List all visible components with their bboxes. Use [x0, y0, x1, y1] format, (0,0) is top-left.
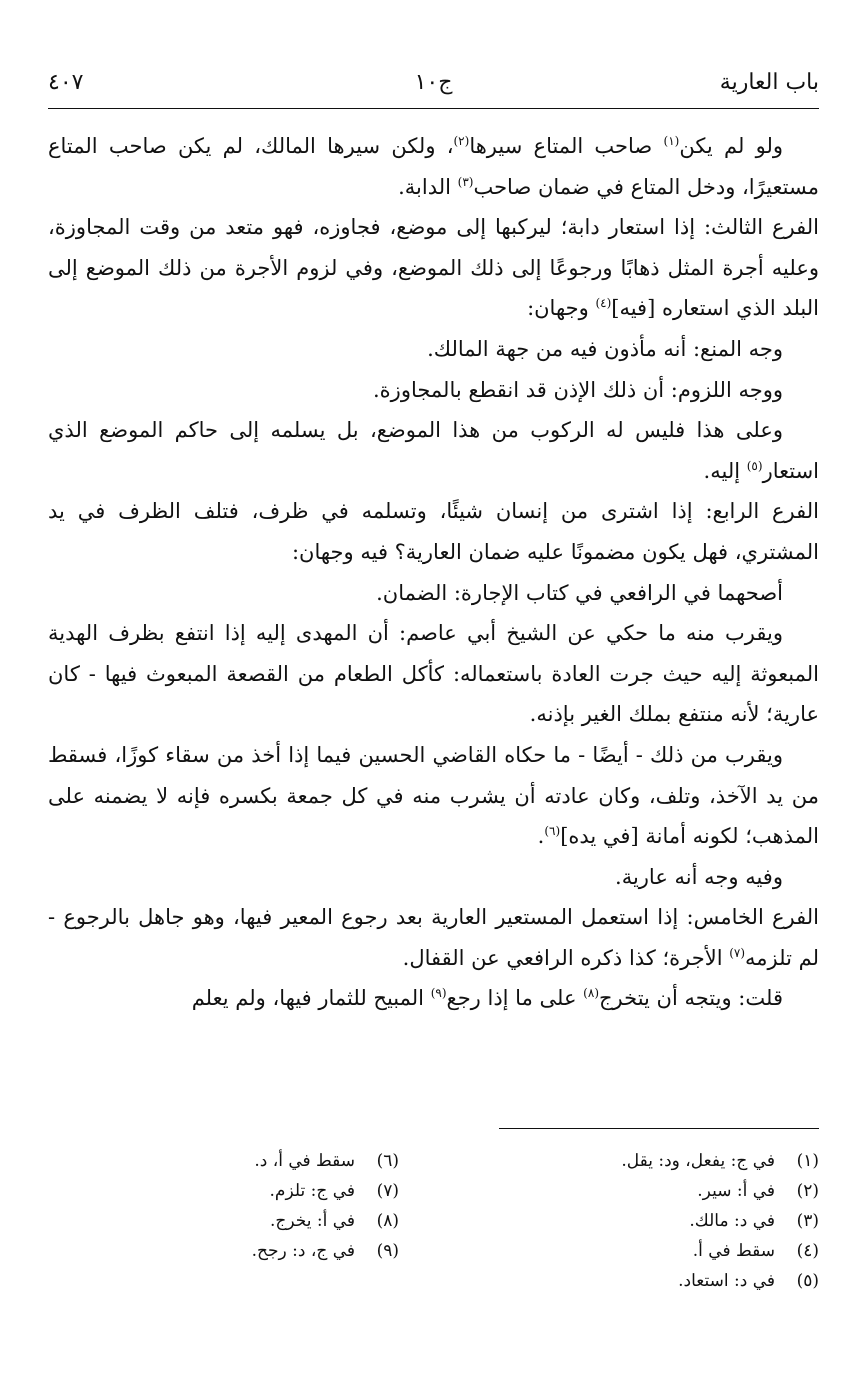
footnote-marker: (٧)	[729, 945, 746, 960]
footnote-marker: (٣)	[457, 174, 474, 189]
footnote-text: في د: مالك.	[689, 1211, 775, 1231]
footnote-number: (٩)	[376, 1241, 399, 1261]
paragraph: الفرع الثالث: إذا استعار دابة؛ ليركبها إلى موضع، فجاوزه، فهو متعد من وقت المجاوزة، وعليه أجرة المثل ذهابًا ورجوعًا إلى ذلك الموضع، وفي لزوم الأجرة من ذلك الموضع إلى البلد الذي استعاره [فيه]$^{(٤)}$ وجهان:	[48, 215, 819, 321]
footnote-text: سقط في أ، د.	[254, 1151, 355, 1171]
footnote-number: (٨)	[376, 1211, 399, 1231]
volume-number: ج١٠	[414, 70, 453, 95]
footnote-marker: (٥)	[746, 458, 763, 473]
footnote-number: (١)	[796, 1151, 819, 1171]
paragraph: ووجه اللزوم: أن ذلك الإذن قد انقطع بالمجاوزة.	[373, 377, 783, 402]
footnote-item	[59, 1206, 399, 1236]
paragraph: قلت: ويتجه أن يتخرج$^{(٨)}$ على ما إذا رجع$^{(٩)}$ المبيح للثمار فيها، ولم يعلم	[191, 986, 783, 1011]
footnote-item	[59, 1176, 399, 1206]
footnote-item	[479, 1206, 819, 1236]
chapter-title: باب العارية	[719, 70, 819, 95]
footnote-text: في ج، د: رجح.	[251, 1241, 355, 1261]
footnote-text: سقط في أ.	[692, 1241, 775, 1261]
footnote-item	[59, 1146, 399, 1176]
paragraph: ويقرب من ذلك - أيضًا - ما حكاه القاضي الحسين فيما إذا أخذ من سقاء كوزًا، فسقط من يد الآخذ، وتلف، وكان عادته أن يشرب منه في كل جمعة بكسره فإنه لا يضمنه على المذهب؛ لكونه أمانة [في يده]$^{(٦)}$.	[48, 742, 819, 849]
footnote-text: في أ: يخرج.	[269, 1211, 355, 1231]
paragraph: أصحهما في الرافعي في كتاب الإجارة: الضمان.	[376, 580, 783, 605]
footnote-number: (٦)	[376, 1151, 399, 1171]
footnote-marker: (٢)	[453, 134, 470, 148]
paragraph: وفيه وجه أنه عارية.	[615, 864, 783, 889]
footnote-marker: (٩)	[430, 986, 447, 1001]
paragraph: وجه المنع: أنه مأذون فيه من جهة المالك.	[427, 336, 783, 361]
paragraph: الفرع الخامس: إذا استعمل المستعير العارية بعد رجوع المعير فيها، وهو جاهل بالرجوع - لم تلزمه$^{(٧)}$ الأجرة؛ كذا ذكره الرافعي عن القفال.	[48, 905, 819, 970]
footnote-item	[479, 1146, 819, 1176]
footnote-number: (٤)	[796, 1241, 819, 1261]
footnote-text: في ج: يفعل، ود: يقل.	[621, 1151, 775, 1171]
footnote-item	[479, 1266, 819, 1296]
footnote-number: (٣)	[796, 1211, 819, 1231]
footnote-item	[59, 1236, 399, 1266]
footnote-marker: (٦)	[544, 824, 561, 839]
footnote-text: في د: استعاد.	[678, 1271, 775, 1291]
paragraph: الفرع الرابع: إذا اشترى من إنسان شيئًا، وتسلمه في ظرف، فتلف الظرف في يد المشتري، فهل يكون مضمونًا عليه ضمان العارية؟ فيه وجهان:	[48, 499, 819, 564]
footnote-number: (٧)	[376, 1181, 399, 1201]
footnotes-column-left	[59, 1146, 399, 1266]
paragraph: ولو لم يكن$^{(١)}$ صاحب المتاع سيرها$^{(٢)}$، ولكن سيرها المالك، لم يكن صاحب المتاع مستعيرًا، ودخل المتاع في ضمان صاحب$^{(٣)}$ الدابة.	[48, 134, 819, 199]
footnote-marker: (٤)	[595, 296, 612, 311]
footnote-number: (٥)	[796, 1271, 819, 1291]
page-number: ٤٠٧	[48, 70, 84, 95]
footnote-marker: (٨)	[583, 986, 599, 1001]
page-header	[48, 66, 819, 102]
footnote-item	[479, 1236, 819, 1266]
footnote-item	[479, 1176, 819, 1206]
paragraph: ويقرب منه ما حكي عن الشيخ أبي عاصم: أن المهدى إليه إذا انتفع بظرف الهدية المبعوثة إليه حيث جرت العادة باستعماله: كأكل الطعام من القصعة المبعوث فيها - كان عارية؛ لأنه منتفع بملك الغير بإذنه.	[48, 621, 819, 727]
footnotes-column-right	[479, 1146, 819, 1296]
footnote-text: في ج: تلزم.	[269, 1181, 355, 1201]
footnote-number: (٢)	[796, 1181, 819, 1201]
footnote-marker: (١)	[663, 134, 680, 148]
paragraph: وعلى هذا فليس له الركوب من هذا الموضع، بل يسلمه إلى حاكم الموضع الذي استعار$^{(٥)}$ إليه.	[48, 418, 819, 483]
header-rule	[48, 108, 819, 109]
footnote-rule	[499, 1128, 819, 1129]
footnote-text: في أ: سير.	[697, 1181, 775, 1201]
main-text	[48, 126, 819, 1019]
